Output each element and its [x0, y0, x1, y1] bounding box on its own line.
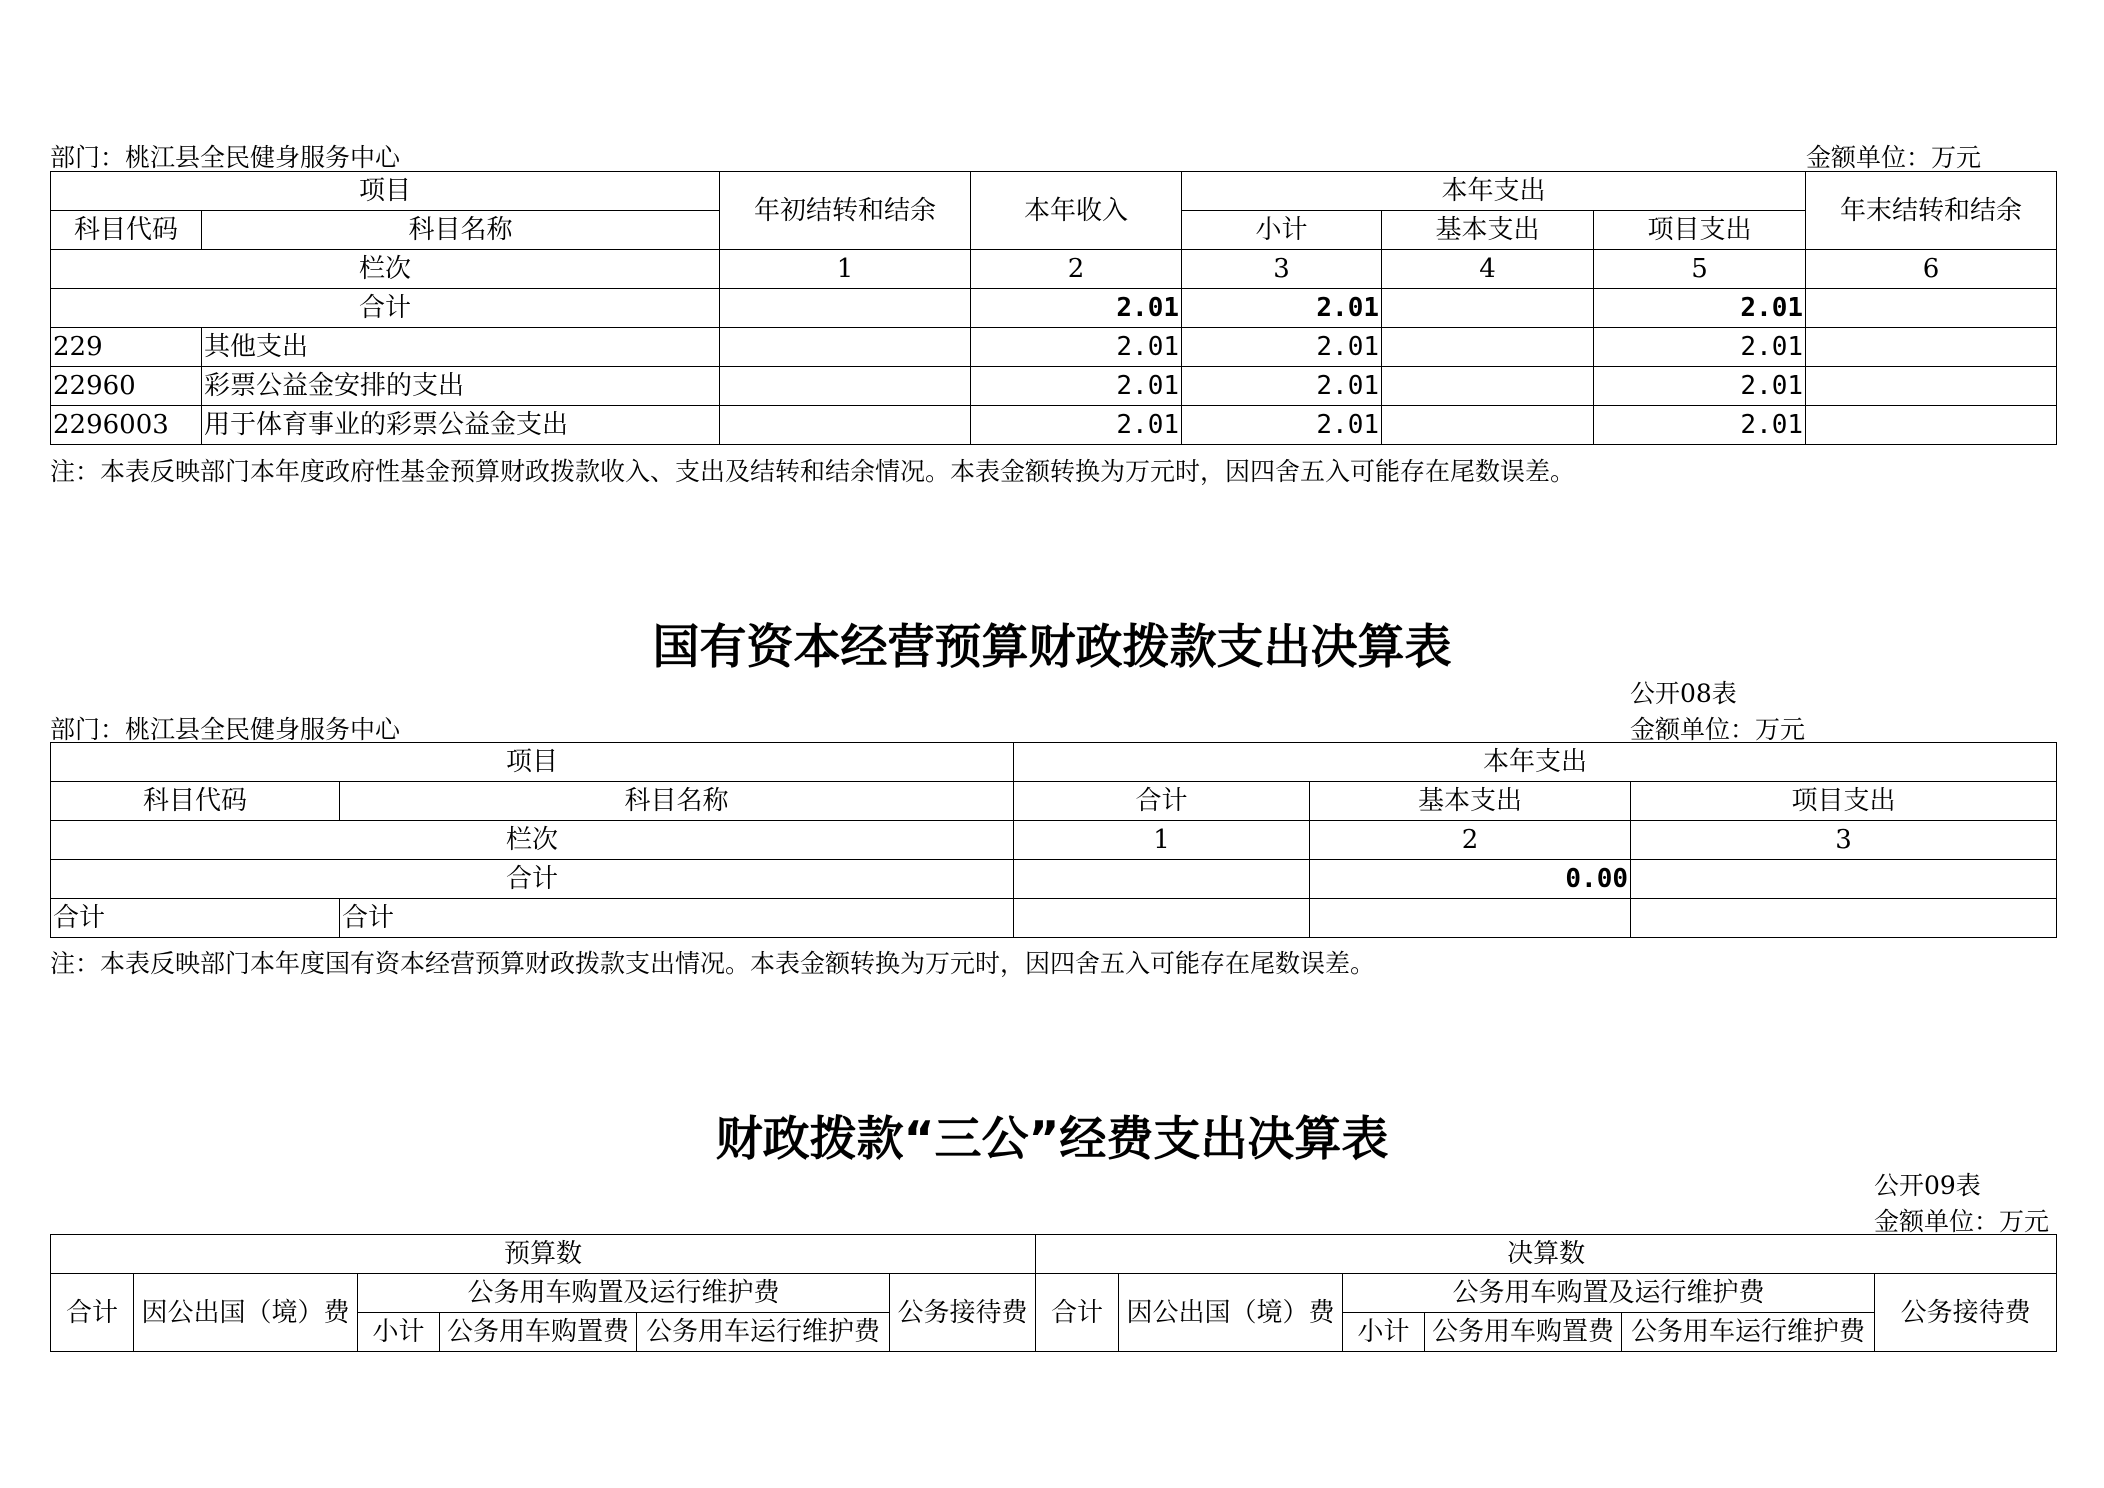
- header-project: 项目支出: [1631, 782, 2057, 821]
- note-text: 注：本表反映部门本年度国有资本经营预算财政拨款支出情况。本表金额转换为万元时，因四舍五入可能存在尾数误差。: [50, 949, 1376, 978]
- header-expense: 本年支出: [1182, 172, 1806, 211]
- total-label: 合计: [51, 289, 720, 328]
- row-code: 229: [51, 328, 202, 367]
- total-row: [51, 860, 2057, 899]
- unit-label: 金额单位：万元: [1874, 1207, 2050, 1236]
- total-label: 合计: [51, 860, 1014, 899]
- row-subtotal: 2.01: [1182, 367, 1382, 406]
- header-maintain: 公务用车运行维护费: [1622, 1313, 1875, 1352]
- row-code: 22960: [51, 367, 202, 406]
- header-total: 合计: [51, 1274, 134, 1352]
- total-subtotal: 2.01: [1182, 289, 1382, 328]
- header-subtotal: 小计: [1343, 1313, 1425, 1352]
- form-number: 公开08表: [1630, 679, 1737, 708]
- column-index: 1: [720, 250, 971, 289]
- row-project: 2.01: [1594, 406, 1806, 445]
- row-code: 合计: [51, 899, 340, 938]
- unit-label: 金额单位：万元: [1806, 143, 1982, 172]
- column-index: 2: [971, 250, 1182, 289]
- total-end: [1806, 289, 2057, 328]
- header-income: 本年收入: [971, 172, 1182, 250]
- header-total: 合计: [1014, 782, 1310, 821]
- total-income: 2.01: [971, 289, 1182, 328]
- header-purchase: 公务用车购置费: [1425, 1313, 1622, 1352]
- header-end-balance: 年末结转和结余: [1806, 172, 2057, 250]
- table-row: [51, 328, 2057, 367]
- column-index: 5: [1594, 250, 1806, 289]
- table-row: [51, 406, 2057, 445]
- header-reception: 公务接待费: [890, 1274, 1036, 1352]
- total-begin: [720, 289, 971, 328]
- header-total: 合计: [1036, 1274, 1119, 1352]
- header-name: 科目名称: [202, 211, 720, 250]
- note-text: 注：本表反映部门本年度政府性基金预算财政拨款收入、支出及结转和结余情况。本表金额转换为万元时，因四舍五入可能存在尾数误差。: [50, 457, 1576, 486]
- column-index: 3: [1631, 821, 2057, 860]
- header-item: 项目: [51, 172, 720, 211]
- header-final: 决算数: [1036, 1235, 2057, 1274]
- header-vehicle: 公务用车购置及运行维护费: [1343, 1274, 1875, 1313]
- column-index: 1: [1014, 821, 1310, 860]
- header-vehicle: 公务用车购置及运行维护费: [358, 1274, 890, 1313]
- page-title: 财政拨款“三公”经费支出决算表: [715, 1112, 1389, 1167]
- header-budget: 预算数: [51, 1235, 1036, 1274]
- header-code: 科目代码: [51, 782, 340, 821]
- table-row: [51, 899, 2057, 938]
- header-reception: 公务接待费: [1875, 1274, 2057, 1352]
- row-name: 彩票公益金安排的支出: [202, 367, 720, 406]
- header-abroad: 因公出国（境）费: [1119, 1274, 1343, 1352]
- header-subtotal: 小计: [358, 1313, 440, 1352]
- header-item: 项目: [51, 743, 1014, 782]
- row-income: 2.01: [971, 406, 1182, 445]
- page-title: 国有资本经营预算财政拨款支出决算表: [652, 620, 1452, 675]
- row-subtotal: 2.01: [1182, 406, 1382, 445]
- header-expense: 本年支出: [1014, 743, 2057, 782]
- table-row: [51, 367, 2057, 406]
- row-project: 2.01: [1594, 367, 1806, 406]
- row-project: 2.01: [1594, 328, 1806, 367]
- header-abroad: 因公出国（境）费: [134, 1274, 358, 1352]
- column-index-label: 栏次: [51, 821, 1014, 860]
- header-basic: 基本支出: [1310, 782, 1631, 821]
- total-row: [51, 289, 2057, 328]
- column-index: 6: [1806, 250, 2057, 289]
- column-index: 3: [1182, 250, 1382, 289]
- column-index-label: 栏次: [51, 250, 720, 289]
- header-code: 科目代码: [51, 211, 202, 250]
- total-basic: [1382, 289, 1594, 328]
- total-project: 2.01: [1594, 289, 1806, 328]
- column-index: 4: [1382, 250, 1594, 289]
- row-code: 2296003: [51, 406, 202, 445]
- header-basic: 基本支出: [1382, 211, 1594, 250]
- header-subtotal: 小计: [1182, 211, 1382, 250]
- row-income: 2.01: [971, 367, 1182, 406]
- row-name: 用于体育事业的彩票公益金支出: [202, 406, 720, 445]
- row-name: 合计: [340, 899, 1014, 938]
- unit-label: 金额单位：万元: [1630, 715, 1806, 744]
- column-index: 2: [1310, 821, 1631, 860]
- department-label: 部门：桃江县全民健身服务中心: [50, 143, 401, 172]
- header-name: 科目名称: [340, 782, 1014, 821]
- header-purchase: 公务用车购置费: [440, 1313, 637, 1352]
- row-income: 2.01: [971, 328, 1182, 367]
- total-basic: 0.00: [1310, 860, 1631, 899]
- row-name: 其他支出: [202, 328, 720, 367]
- state-capital-table: [50, 742, 2057, 938]
- government-fund-table: [50, 171, 2057, 445]
- form-number: 公开09表: [1874, 1171, 1981, 1200]
- three-public-expense-table: [50, 1234, 2057, 1352]
- header-begin-balance: 年初结转和结余: [720, 172, 971, 250]
- row-subtotal: 2.01: [1182, 328, 1382, 367]
- header-maintain: 公务用车运行维护费: [637, 1313, 890, 1352]
- header-project: 项目支出: [1594, 211, 1806, 250]
- department-label: 部门：桃江县全民健身服务中心: [50, 715, 401, 744]
